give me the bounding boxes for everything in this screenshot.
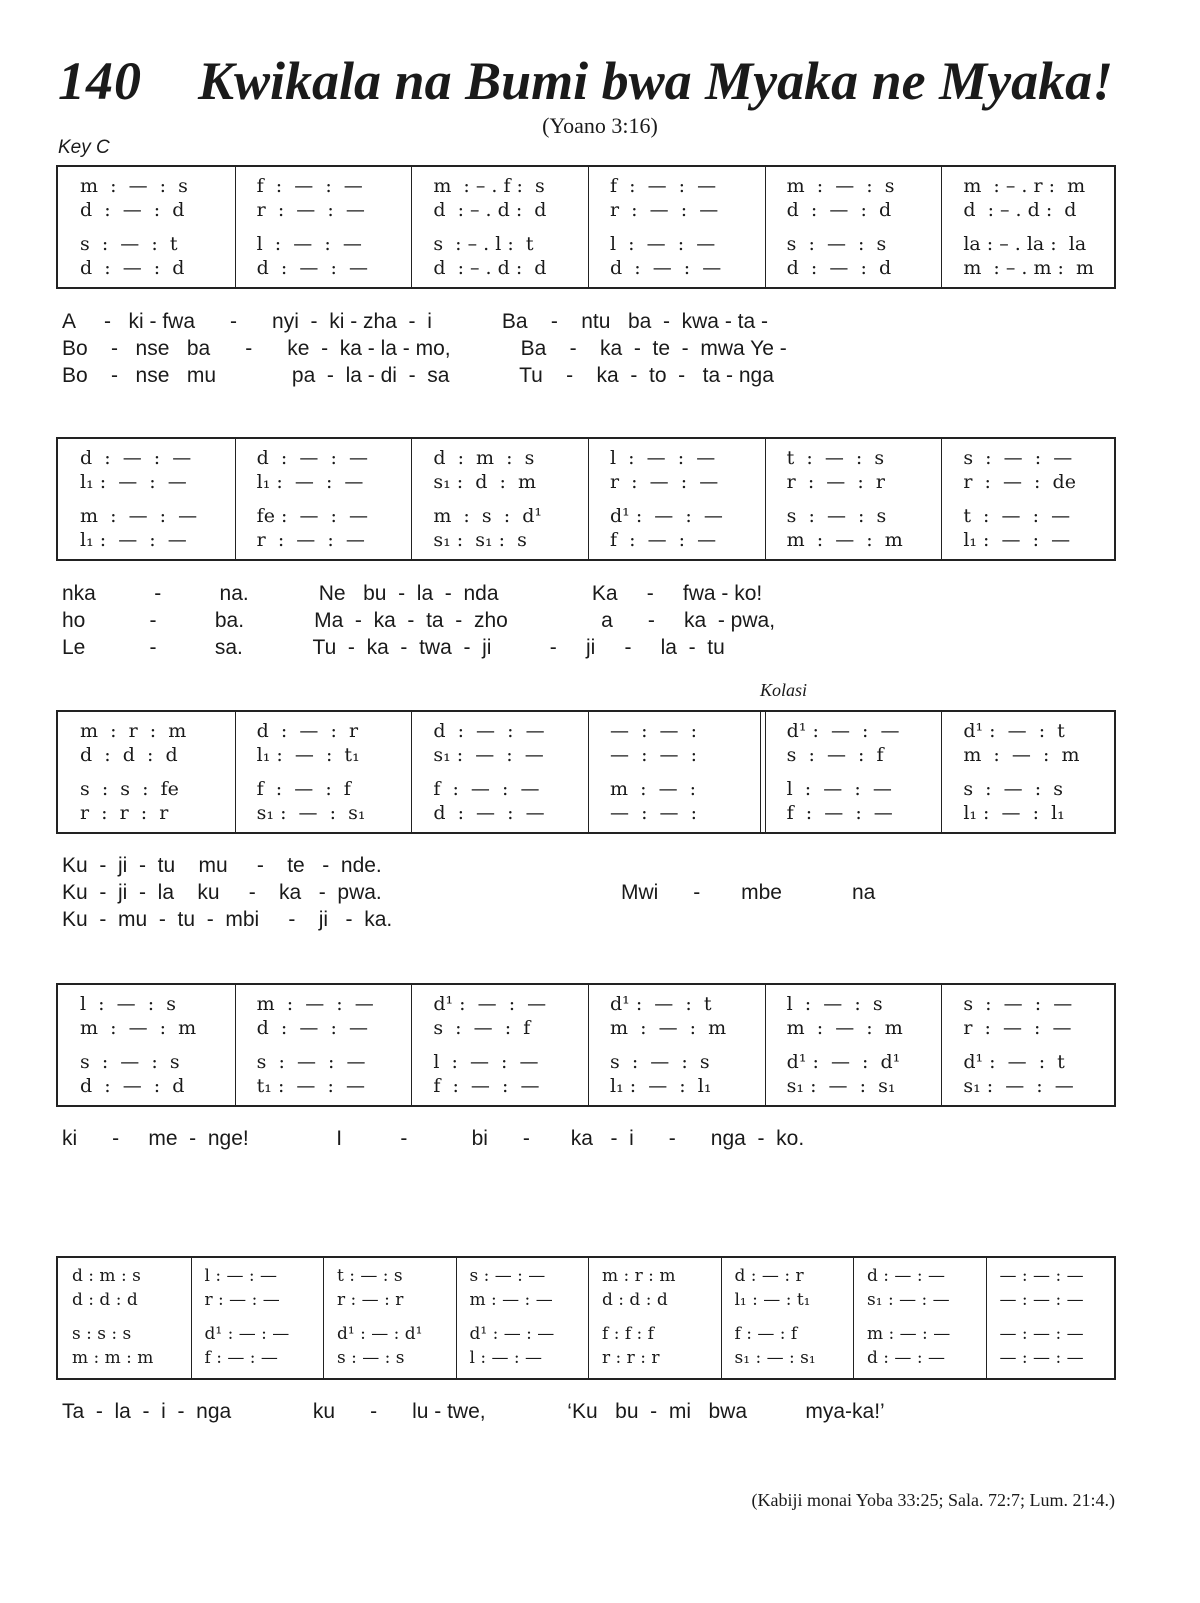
- barline: [765, 439, 766, 559]
- voice-s: m : — : s: [80, 175, 188, 197]
- voice-s: l : — : s: [80, 993, 176, 1015]
- voice-t: d¹ : — : —: [610, 505, 723, 527]
- voice-a: m : — : m: [80, 1017, 197, 1039]
- voice-a: r : — : —: [204, 1290, 280, 1310]
- title-row: [58, 50, 1148, 120]
- measure: [456, 1258, 589, 1378]
- voice-s: m : r : m: [602, 1266, 676, 1286]
- voice-t: s : s : s: [72, 1324, 132, 1344]
- voice-a: d : d : d: [602, 1290, 668, 1310]
- voice-b: f : — : —: [786, 802, 893, 824]
- voice-b: r : r : r: [80, 802, 169, 824]
- voice-s: l : — : —: [610, 447, 716, 469]
- barline: [588, 712, 589, 832]
- voice-a: m : — : m: [610, 1017, 727, 1039]
- voice-a: r : — : —: [610, 471, 719, 493]
- voice-a: s₁ : — : —: [867, 1290, 950, 1310]
- measure: [941, 439, 1118, 559]
- voice-b: l₁ : — : —: [80, 529, 187, 551]
- voice-t: f : — : f: [734, 1324, 798, 1344]
- key-signature: Key C: [58, 137, 110, 158]
- measure: [58, 985, 235, 1105]
- measure: [58, 167, 235, 287]
- voice-b: d : — : d: [786, 257, 892, 279]
- measure: [941, 167, 1118, 287]
- measure: [986, 1258, 1119, 1378]
- voice-s: m : — : s: [786, 175, 895, 197]
- voice-s: d¹ : — : t: [963, 720, 1065, 742]
- lyric-line: Ku - ji - la ku - ka - pwa. Mwi - mbe na: [62, 881, 876, 904]
- lyric-line: nka - na. Ne bu - la - nda Ka - fwa - ko!: [62, 582, 763, 605]
- voice-b: d : — : —: [610, 257, 722, 279]
- voice-a: m : — : m: [963, 744, 1080, 766]
- measure: [58, 439, 235, 559]
- measure: [588, 439, 765, 559]
- barline: [588, 439, 589, 559]
- voice-b: d : — : —: [433, 802, 545, 824]
- voice-s: s : — : —: [469, 1266, 546, 1286]
- voice-b: d : — : —: [256, 257, 368, 279]
- voice-a: l₁ : — : t₁: [734, 1290, 811, 1310]
- voice-a: d : — : —: [256, 1017, 368, 1039]
- music-system: [56, 1256, 1116, 1380]
- barline: [235, 712, 236, 832]
- measure: [588, 712, 765, 832]
- measure: [941, 985, 1118, 1105]
- barline: [941, 985, 942, 1105]
- chorus-label: Kolasi: [760, 680, 808, 700]
- measure: [588, 1258, 721, 1378]
- voice-t: m : s : d¹: [433, 505, 542, 527]
- voice-t: d¹ : — : —: [469, 1324, 555, 1344]
- measure: [235, 712, 412, 832]
- voice-a: l₁ : — : —: [80, 471, 187, 493]
- voice-t: d¹ : — : d¹: [337, 1324, 423, 1344]
- voice-t: la : – . la : la: [963, 233, 1087, 255]
- voice-b: m : m : m: [72, 1348, 154, 1368]
- voice-b: s₁ : s₁ : s: [433, 529, 527, 551]
- voice-b: r : — : —: [256, 529, 365, 551]
- voice-s: — : — :: [610, 720, 698, 742]
- voice-b: — : — :: [610, 802, 698, 824]
- measure: [765, 167, 942, 287]
- hymn-title: Kwikala na Bumi bwa Myaka ne Myaka!: [198, 51, 1114, 111]
- voice-t: s : – . l : t: [433, 233, 534, 255]
- voice-s: d : — : r: [734, 1266, 804, 1286]
- voice-t: d¹ : — : —: [204, 1324, 290, 1344]
- voice-b: d : — : —: [867, 1348, 945, 1368]
- cross-reference: (Kabiji monai Yoba 33:25; Sala. 72:7; Lum. 21:4.): [751, 1490, 1115, 1510]
- voice-b: l : — : —: [469, 1348, 543, 1368]
- lyric-line: A - ki - fwa - nyi - ki - zha - i Ba - ntu ba - kwa - ta -: [62, 310, 768, 333]
- voice-t: m : — : —: [867, 1324, 951, 1344]
- lyric-line: Le - sa. Tu - ka - twa - ji - ji - la - tu: [62, 636, 725, 659]
- voice-a: m : — : —: [469, 1290, 553, 1310]
- voice-a: l₁ : — : —: [256, 471, 364, 493]
- voice-s: s : — : —: [963, 993, 1073, 1015]
- voice-t: s : — : —: [256, 1051, 366, 1073]
- voice-s: d : m : s: [433, 447, 535, 469]
- barline: [721, 1258, 722, 1378]
- voice-t: l : — : —: [786, 778, 892, 800]
- voice-a: r : — : —: [610, 199, 719, 221]
- voice-b: d : – . d : d: [433, 257, 547, 279]
- voice-t: f : — : f: [256, 778, 351, 800]
- measure: [588, 167, 765, 287]
- voice-a: r : — : r: [337, 1290, 404, 1310]
- voice-a: l₁ : — : t₁: [256, 744, 360, 766]
- measure: [765, 712, 942, 832]
- voice-a: s : — : f: [786, 744, 884, 766]
- barline: [235, 985, 236, 1105]
- voice-t: l : — : —: [610, 233, 716, 255]
- voice-a: — : — :: [610, 744, 698, 766]
- voice-a: s₁ : d : m: [433, 471, 536, 493]
- lyric-line: Bo - nse mu pa - la - di - sa Tu - ka - to - ta - nga: [62, 364, 774, 387]
- voice-a: — : — : —: [999, 1290, 1084, 1310]
- voice-s: d¹ : — : —: [433, 993, 547, 1015]
- measure: [235, 167, 412, 287]
- measure: [721, 1258, 854, 1378]
- barline: [941, 167, 942, 287]
- voice-s: d : — : —: [867, 1266, 945, 1286]
- measure: [191, 1258, 324, 1378]
- barline: [191, 1258, 192, 1378]
- voice-s: d : — : —: [256, 447, 368, 469]
- barline: [235, 439, 236, 559]
- voice-s: m : — : —: [256, 993, 374, 1015]
- hymn-number: 140: [58, 51, 142, 111]
- voice-s: m : r : m: [80, 720, 187, 742]
- voice-s: l : — : s: [786, 993, 883, 1015]
- voice-s: d¹ : — : —: [786, 720, 900, 742]
- voice-a: s : — : f: [433, 1017, 531, 1039]
- voice-b: s₁ : — : s₁: [256, 802, 366, 824]
- voice-t: l : — : —: [256, 233, 362, 255]
- voice-t: s : — : s: [786, 505, 887, 527]
- measure: [411, 439, 588, 559]
- voice-t: s : — : s: [963, 778, 1063, 800]
- lyric-line: ki - me - nge! I - bi - ka - i - nga - ko.: [62, 1127, 805, 1150]
- music-system: [56, 437, 1116, 561]
- measure: [411, 712, 588, 832]
- voice-s: m : – . f : s: [433, 175, 545, 197]
- voice-s: f : — : —: [256, 175, 363, 197]
- music-system: [56, 165, 1116, 289]
- voice-s: d¹ : — : t: [610, 993, 712, 1015]
- barline: [765, 985, 766, 1105]
- measure: [235, 439, 412, 559]
- barline: [411, 712, 412, 832]
- voice-b: d : — : d: [80, 257, 185, 279]
- barline: [235, 167, 236, 287]
- lyric-line: ho - ba. Ma - ka - ta - zho a - ka - pwa,: [62, 609, 776, 632]
- voice-a: d : – . d : d: [963, 199, 1077, 221]
- voice-a: d : d : d: [72, 1290, 138, 1310]
- voice-t: l : — : —: [433, 1051, 539, 1073]
- voice-t: s : — : s: [610, 1051, 710, 1073]
- music-system: [56, 710, 1116, 834]
- measure: [941, 712, 1118, 832]
- voice-t: s : — : s: [786, 233, 887, 255]
- voice-b: l₁ : — : l₁: [610, 1075, 712, 1097]
- voice-b: m : — : m: [786, 529, 903, 551]
- voice-t: d¹ : — : d¹: [786, 1051, 901, 1073]
- voice-a: d : — : d: [786, 199, 892, 221]
- lyric-line: Ta - la - i - nga ku - lu - twe, ‘Ku bu - mi bwa mya-ka!’: [62, 1400, 885, 1423]
- voice-a: d : — : d: [80, 199, 185, 221]
- voice-b: t₁ : — : —: [256, 1075, 365, 1097]
- voice-a: s₁ : — : —: [433, 744, 544, 766]
- lyric-line: Ku - mu - tu - mbi - ji - ka.: [62, 908, 393, 931]
- voice-s: — : — : —: [999, 1266, 1084, 1286]
- voice-b: s₁ : — : s₁: [786, 1075, 896, 1097]
- measure: [323, 1258, 456, 1378]
- voice-a: d : d : d: [80, 744, 178, 766]
- barline: [411, 167, 412, 287]
- voice-s: d : — : —: [80, 447, 192, 469]
- voice-t: — : — : —: [999, 1324, 1084, 1344]
- barline: [411, 985, 412, 1105]
- measure: [853, 1258, 986, 1378]
- voice-a: r : — : r: [786, 471, 885, 493]
- voice-b: s₁ : — : —: [963, 1075, 1074, 1097]
- voice-a: r : — : —: [256, 199, 365, 221]
- scripture-reference: (Yoano 3:16): [542, 113, 658, 138]
- voice-t: m : — :: [610, 778, 697, 800]
- voice-b: f : — : —: [610, 529, 717, 551]
- voice-t: t : — : —: [963, 505, 1071, 527]
- measure: [765, 985, 942, 1105]
- lyric-line: Bo - nse ba - ke - ka - la - mo, Ba - ka - te - mwa Ye -: [62, 337, 787, 360]
- voice-b: s₁ : — : s₁: [734, 1348, 816, 1368]
- barline: [765, 712, 766, 832]
- voice-a: r : — : de: [963, 471, 1076, 493]
- voice-t: s : — : s: [80, 1051, 180, 1073]
- barline: [411, 439, 412, 559]
- music-system: [56, 983, 1116, 1107]
- voice-b: d : — : d: [80, 1075, 185, 1097]
- measure: [411, 985, 588, 1105]
- barline: [986, 1258, 987, 1378]
- voice-s: f : — : —: [610, 175, 717, 197]
- voice-s: s : — : —: [963, 447, 1073, 469]
- voice-b: f : — : —: [433, 1075, 540, 1097]
- barline: [941, 712, 942, 832]
- voice-s: d : — : r: [256, 720, 359, 742]
- voice-s: d : m : s: [72, 1266, 141, 1286]
- voice-t: s : s : fe: [80, 778, 179, 800]
- voice-b: m : – . m : m: [963, 257, 1095, 279]
- barline: [588, 1258, 589, 1378]
- voice-s: d : — : —: [433, 720, 545, 742]
- voice-s: m : – . r : m: [963, 175, 1086, 197]
- voice-t: f : f : f: [602, 1324, 654, 1344]
- voice-a: r : — : —: [963, 1017, 1072, 1039]
- voice-a: m : — : m: [786, 1017, 903, 1039]
- voice-s: t : — : s: [786, 447, 885, 469]
- voice-b: r : r : r: [602, 1348, 660, 1368]
- barline: [456, 1258, 457, 1378]
- measure: [765, 439, 942, 559]
- voice-b: f : — : —: [204, 1348, 278, 1368]
- voice-b: s : — : s: [337, 1348, 405, 1368]
- voice-b: — : — : —: [999, 1348, 1084, 1368]
- voice-t: s : — : t: [80, 233, 178, 255]
- barline: [853, 1258, 854, 1378]
- voice-s: l : — : —: [204, 1266, 278, 1286]
- barline: [588, 985, 589, 1105]
- voice-b: l₁ : — : —: [963, 529, 1071, 551]
- voice-t: d¹ : — : t: [963, 1051, 1065, 1073]
- voice-a: d : – . d : d: [433, 199, 547, 221]
- double-barline: [760, 712, 761, 832]
- measure: [588, 985, 765, 1105]
- measure: [235, 985, 412, 1105]
- barline: [588, 167, 589, 287]
- voice-t: m : — : —: [80, 505, 198, 527]
- voice-s: t : — : s: [337, 1266, 403, 1286]
- voice-t: f : — : —: [433, 778, 540, 800]
- voice-t: fe : — : —: [256, 505, 369, 527]
- barline: [765, 167, 766, 287]
- barline: [941, 439, 942, 559]
- measure: [411, 167, 588, 287]
- measure: [58, 1258, 191, 1378]
- voice-b: l₁ : — : l₁: [963, 802, 1065, 824]
- measure: [58, 712, 235, 832]
- barline: [323, 1258, 324, 1378]
- lyric-line: Ku - ji - tu mu - te - nde.: [62, 854, 382, 877]
